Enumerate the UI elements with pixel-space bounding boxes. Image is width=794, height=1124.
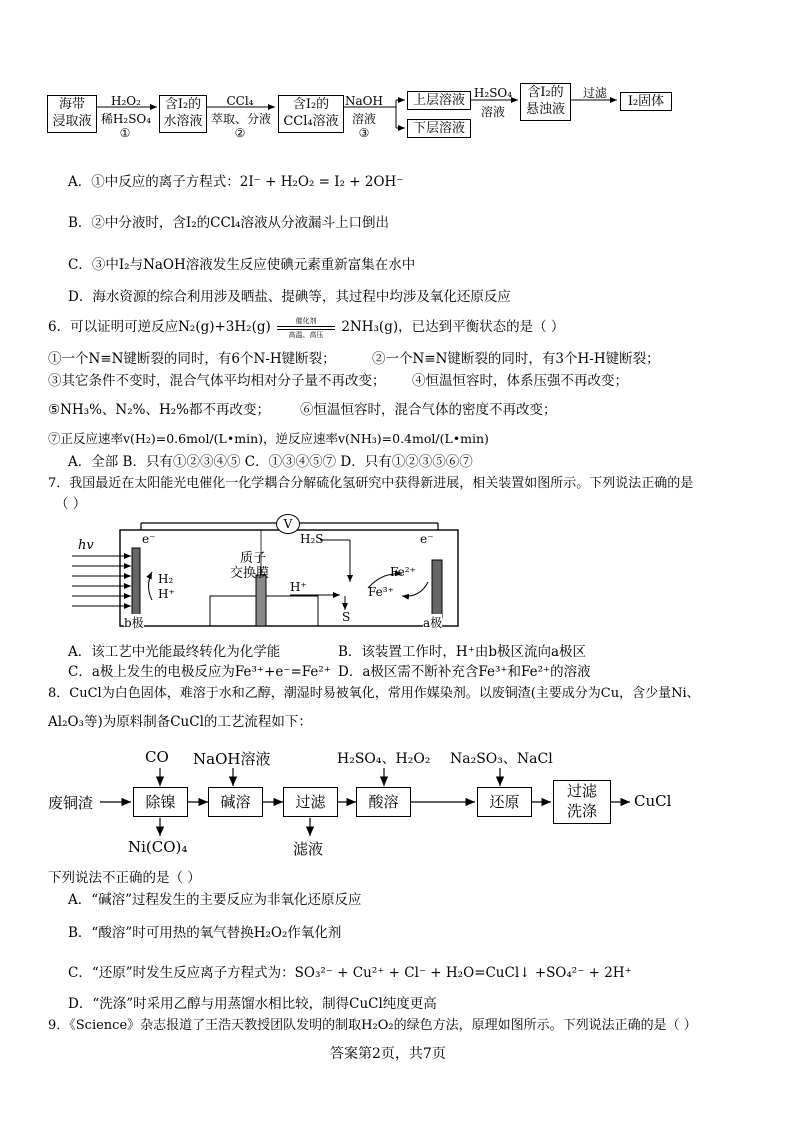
q6-reversible-arrow: 催化剂 高温、高压: [275, 319, 337, 337]
q8-byproduct-nico: Ni(CO)₄: [128, 838, 188, 856]
q8-reagent-reduce: Na₂SO₃、NaCl: [450, 751, 553, 767]
q8-product: CuCl: [634, 792, 672, 810]
flow1-a2-num: ②: [234, 126, 246, 140]
flow1-box-kelp: 海带 浸取液: [47, 95, 97, 133]
q7-option-a: A．该工艺中光能最终转化为化学能: [68, 644, 281, 660]
flow1-a4-bot: 溶液: [480, 105, 505, 119]
flow1-a1-num: ①: [119, 126, 131, 140]
q6-line3b: ⑥恒温恒容时，混合气体的密度不再改变；: [300, 402, 557, 418]
q8-filtrate: 滤液: [293, 840, 324, 858]
flow1-box-ccl4: 含I₂的 CCl₄溶液: [278, 95, 344, 133]
label-fe2: Fe²⁺: [390, 565, 416, 579]
flow1-a2-bot: 萃取、分液: [210, 112, 271, 126]
flow1-box-suspension: 含I₂的 悬浊液: [520, 83, 571, 121]
label-membrane-2: 交换膜: [230, 566, 270, 581]
label-s: S: [342, 610, 351, 624]
flow1-box-lower: 下层溶液: [407, 119, 471, 138]
flow1-a3-top: NaOH: [345, 94, 383, 108]
flow1-a1-top: H₂O₂: [111, 94, 141, 108]
q6-line1b: ②一个N≡N键断裂的同时，有3个H-H键断裂；: [372, 351, 660, 367]
q9-stem: 9．《Science》杂志报道了王浩天教授团队发明的制取H₂O₂的绿色方法，原理如图所示。下列说法正确的是（ ）: [48, 1018, 697, 1033]
q5-option-d: D．海水资源的综合利用涉及晒盐、提碘等，其过程中均涉及氧化还原反应: [68, 289, 511, 305]
q7-stem-line1: 7．我国最近在太阳能光电催化一化学耦合分解硫化氢研究中获得新进展，相关装置如图所示。下列说法正确的是: [48, 476, 694, 491]
label-hplus-b: H⁺: [158, 587, 175, 601]
q8-option-a: A．“碱溶”过程发生的主要反应为非氧化还原反应: [68, 892, 362, 908]
flow1-box-solid: I₂固体: [620, 92, 672, 111]
label-b-electrode: b极: [124, 616, 144, 630]
voltmeter: V: [276, 514, 300, 534]
label-hplus-mid: H⁺: [290, 580, 307, 594]
label-hv: hv: [78, 538, 94, 553]
q6-line2b: ④恒温恒容时，体系压强不再改变；: [412, 373, 628, 389]
q7-stem-line2: （ ）: [55, 496, 87, 512]
flow1-box-upper: 上层溶液: [407, 91, 471, 110]
q6-line2a: ③其它条件不变时，混合气体平均相对分子量不再改变；: [48, 373, 386, 389]
q8-step-reduce: 还原: [477, 787, 532, 817]
q8-option-c: C．“还原”时发生反应离子方程式为：SO₃²⁻ + Cu²⁺ + Cl⁻ + H₂O=CuCl↓ +SO₄²⁻ + 2H⁺: [68, 965, 632, 981]
flow1-a5-top: 过滤: [582, 86, 607, 100]
label-h2: H₂: [158, 572, 174, 586]
q8-step-acid-dissolve: 酸溶: [356, 787, 411, 817]
q7-option-b: B．该装置工作时，H⁺由b极区流向a极区: [338, 644, 587, 660]
q8-stem-line1: 8．CuCl为白色固体，难溶于水和乙醇，潮湿时易被氧化，常用作媒染剂。以废铜渣(主要成分为Cu，含少量Ni、: [48, 686, 700, 701]
q5-option-b: B．②中分液时，含I₂的CCl₄溶液从分液漏斗上口倒出: [68, 215, 390, 231]
q8-ask: 下列说法不正确的是（ ）: [48, 870, 201, 886]
label-e-left: e⁻: [142, 532, 156, 546]
flow1-a3-mid: 溶液: [351, 112, 376, 126]
q5-option-a: A．①中反应的离子方程式：2I⁻ + H₂O₂ = I₂ + 2OH⁻: [68, 174, 404, 190]
label-membrane-1: 质子: [240, 551, 267, 566]
flow1-a4-top: H₂SO₄: [473, 86, 513, 100]
label-a-electrode: a极: [423, 616, 443, 630]
flow1-a2-top: CCl₄: [226, 94, 254, 108]
q8-step-filter: 过滤: [283, 787, 338, 817]
label-fe3: Fe³⁺: [368, 585, 394, 599]
q5-option-c: C．③中I₂与NaOH溶液发生反应使碘元素重新富集在水中: [68, 257, 416, 273]
q8-start-material: 废铜渣: [48, 794, 94, 812]
q8-step-filter-wash: 过滤 洗涤: [553, 780, 611, 824]
label-e-right: e⁻: [420, 532, 434, 546]
q8-reagent-co: CO: [145, 748, 169, 766]
q8-option-d: D．“洗涤”时采用乙醇与用蒸馏水相比较，制得CuCl纯度更高: [68, 996, 437, 1012]
q6-line3a: ⑤NH₃%、N₂%、H₂%都不再改变；: [48, 402, 270, 418]
q6-stem: 6．可以证明可逆反应N₂(g)+3H₂(g) 催化剂 高温、高压 2NH₃(g)，已达到平衡状态的是（ ）: [48, 316, 565, 339]
page-footer: 答案第2页，共7页: [330, 1046, 446, 1062]
q6-options: A．全部 B．只有①②③④⑤ C．①③④⑤⑦ D．只有①②③⑤⑥⑦: [68, 454, 473, 470]
q8-stem-line2: Al₂O₃等)为原料制备CuCl的工艺流程如下：: [48, 714, 312, 730]
label-h2s: H₂S: [300, 532, 324, 546]
q7-option-d: D．a极区需不断补充含Fe³⁺和Fe²⁺的溶液: [338, 664, 591, 680]
q8-reagent-acid: H₂SO₄、H₂O₂: [337, 751, 431, 767]
flow1-a3-num: ③: [358, 126, 370, 140]
q8-step-alkali-dissolve: 碱溶: [208, 787, 263, 817]
q8-step-nickel-removal: 除镍: [133, 787, 188, 817]
q8-option-b: B．“酸溶”时可用热的氧气替换H₂O₂作氧化剂: [68, 925, 342, 941]
q7-option-c: C．a极上发生的电极反应为Fe³⁺+e⁻=Fe²⁺: [68, 664, 331, 680]
q6-line1a: ①一个N≡N键断裂的同时，有6个N-H键断裂；: [48, 351, 336, 367]
flow1-box-aqueous: 含I₂的 水溶液: [159, 95, 207, 133]
q6-line4: ⑦正反应速率v(H₂)=0.6mol/(L•min)，逆反应速率v(NH₃)=0.4mol/(L•min): [48, 431, 489, 446]
q8-reagent-naoh: NaOH溶液: [193, 750, 271, 768]
flow1-a1-bot: 稀H₂SO₄: [100, 112, 152, 126]
